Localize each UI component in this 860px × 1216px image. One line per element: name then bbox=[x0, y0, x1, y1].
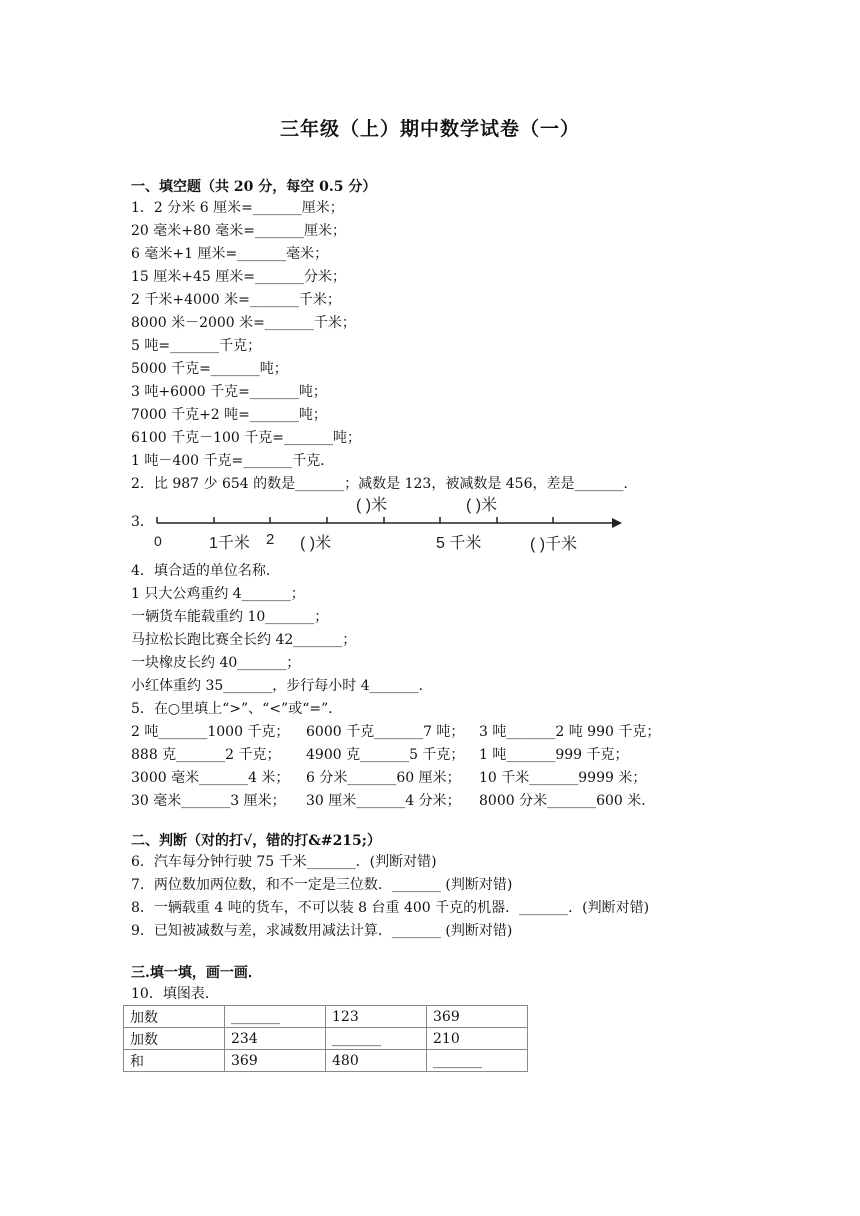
section-3-heading: 三.填一填，画一画． bbox=[131, 965, 262, 981]
q4-line: 马拉松长跑比赛全长约 42_______； bbox=[131, 632, 357, 648]
q2-line: 2．比 987 少 654 的数是_______；减数是 123，被减数是 456，差是_______． bbox=[131, 476, 638, 492]
table-cell: 234 bbox=[225, 1028, 326, 1050]
q1-line: 3 吨+6000 千克=_______吨； bbox=[131, 384, 327, 400]
table-cell: _______ bbox=[326, 1028, 427, 1050]
q4-line: 一辆货车能载重约 10_______； bbox=[131, 609, 329, 625]
q5-cell: 888 克_______2 千克； bbox=[131, 747, 281, 763]
q1-line: 5000 千克=_______吨； bbox=[131, 361, 288, 377]
q5-cell: 30 毫米_______3 厘米； bbox=[131, 793, 286, 809]
addition-table bbox=[123, 1005, 528, 1072]
table-cell: 123 bbox=[326, 1006, 427, 1028]
judgement-item: 8．一辆载重 4 吨的货车，不可以装 8 台重 400 千克的机器．_______．(判断对错) bbox=[131, 900, 650, 916]
table-row bbox=[124, 1006, 528, 1028]
table-cell: 369 bbox=[225, 1050, 326, 1072]
q5-cell: 4900 克_______5 千克； bbox=[306, 747, 465, 763]
number-line-label: ( )米 bbox=[300, 535, 332, 552]
number-line-label: ( )米 bbox=[466, 497, 498, 514]
number-line-label: 5 千米 bbox=[436, 535, 482, 552]
q5-cell: 3000 毫米_______4 米； bbox=[131, 770, 290, 786]
q5-cell: 10 千米_______9999 米； bbox=[479, 770, 647, 786]
table-cell: 加数 bbox=[124, 1006, 225, 1028]
q4-line: 小红体重约 35_______，步行每小时 4_______． bbox=[131, 678, 433, 694]
number-line-arrow bbox=[612, 518, 622, 528]
section-2-heading: 二、判断（对的打√，错的打&#215;） bbox=[131, 833, 381, 849]
table-cell: _______ bbox=[225, 1006, 326, 1028]
table-row bbox=[124, 1028, 528, 1050]
q1-line: 6 毫米+1 厘米=_______毫米； bbox=[131, 246, 329, 262]
q4-line: 4．填合适的单位名称． bbox=[131, 563, 280, 579]
q3-number: 3． bbox=[131, 514, 154, 530]
table-cell: 210 bbox=[427, 1028, 528, 1050]
table-cell: 加数 bbox=[124, 1028, 225, 1050]
judgement-item: 7．两位数加两位数，和不一定是三位数．_______ (判断对错) bbox=[131, 877, 513, 893]
number-line-label: 0 bbox=[154, 533, 162, 549]
q1-line: 1 吨－400 千克=_______千克． bbox=[131, 453, 335, 469]
judgement-item: 6．汽车每分钟行驶 75 千米_______．(判断对错) bbox=[131, 854, 437, 870]
section-1-heading: 一、填空题（共 20 分，每空 0.5 分） bbox=[131, 179, 377, 195]
number-line-label: 1千米 bbox=[209, 535, 250, 552]
q5-cell: 1 吨_______999 千克； bbox=[479, 747, 629, 763]
q1-line: 1．2 分米 6 厘米=_______厘米； bbox=[131, 200, 344, 216]
number-line-label: ( )米 bbox=[356, 497, 388, 514]
q1-line: 2 千米+4000 米=_______千米； bbox=[131, 292, 341, 308]
q5-cell: 8000 分米_______600 米． bbox=[479, 793, 656, 809]
q4-line: 一块橡皮长约 40_______； bbox=[131, 655, 301, 671]
judgement-item: 9．已知被减数与差，求减数用减法计算．_______ (判断对错) bbox=[131, 923, 513, 939]
q10-title: 10．填图表． bbox=[131, 986, 219, 1002]
q5-cell: 3 吨_______2 吨 990 千克； bbox=[479, 724, 661, 740]
table-cell: 和 bbox=[124, 1050, 225, 1072]
q1-line: 8000 米－2000 米=_______千米； bbox=[131, 315, 356, 331]
table-cell: 369 bbox=[427, 1006, 528, 1028]
q5-title: 5．在○里填上“>”、“<”或“=”． bbox=[131, 701, 343, 717]
q4-line: 1 只大公鸡重约 4_______； bbox=[131, 586, 305, 602]
table-cell: 480 bbox=[326, 1050, 427, 1072]
page-title: 三年级（上）期中数学试卷（一） bbox=[279, 118, 580, 140]
table-cell: _______ bbox=[427, 1050, 528, 1072]
q5-cell: 6000 千克_______7 吨； bbox=[306, 724, 465, 740]
q1-line: 7000 千克+2 吨=_______吨； bbox=[131, 407, 327, 423]
q1-line: 20 毫米+80 毫米=_______厘米； bbox=[131, 223, 346, 239]
q5-cell: 6 分米_______60 厘米； bbox=[306, 770, 461, 786]
number-line-label: ( )千米 bbox=[530, 536, 578, 553]
number-line-label: 2 bbox=[266, 531, 275, 548]
q5-cell: 30 厘米_______4 分米； bbox=[306, 793, 461, 809]
q1-line: 5 吨=_______千克； bbox=[131, 338, 262, 354]
table-row bbox=[124, 1050, 528, 1072]
q1-line: 6100 千克－100 千克=_______吨； bbox=[131, 430, 361, 446]
q5-cell: 2 吨_______1000 千克； bbox=[131, 724, 290, 740]
q1-line: 15 厘米+45 厘米=_______分米； bbox=[131, 269, 346, 285]
